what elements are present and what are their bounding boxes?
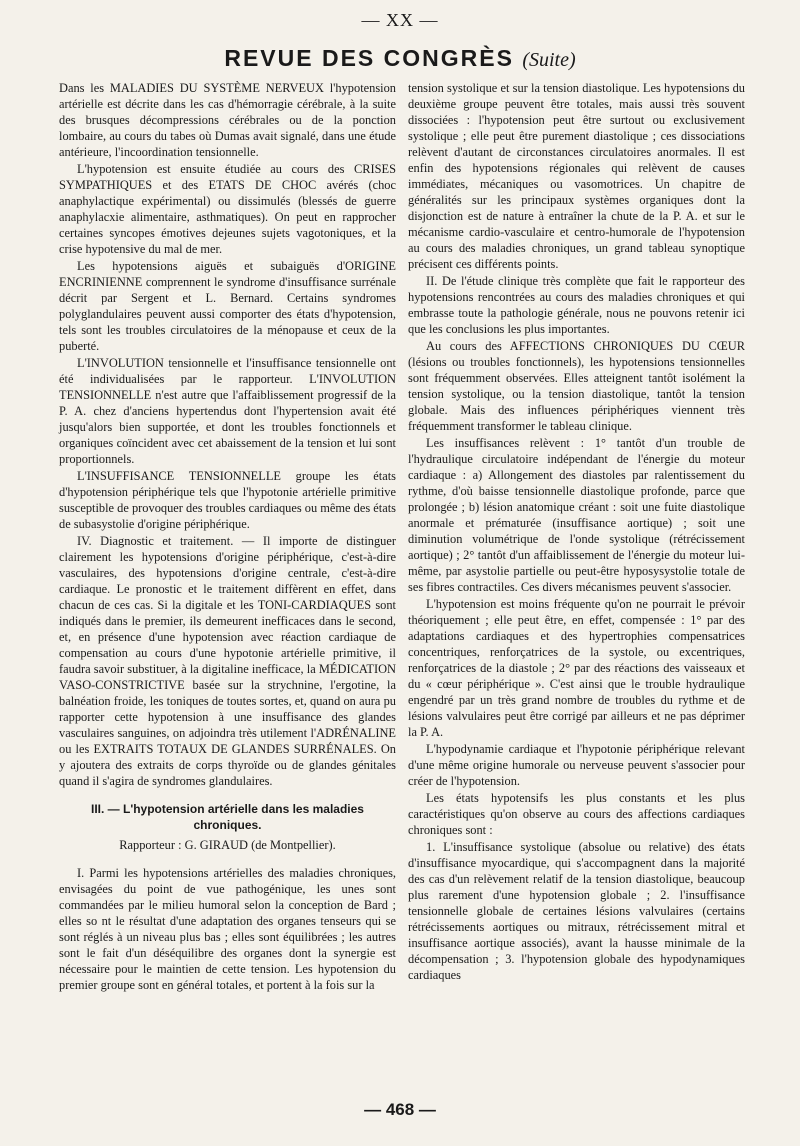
- title-text: REVUE DES CONGRÈS: [224, 45, 514, 71]
- paragraph: L'hypotension est ensuite étudiée au cours des CRISES SYMPATHIQUES et des ETATS DE CHOC avérés (choc anaphylactique expérimental) ou dissimulés (blessés de guerre anaphylacxie alimentaire, asthmatiques). On peut en rapprocher certaines syncopes émotives dejeunes sujets vagotoniques, et la crise hypotensive du mal de mer.: [59, 162, 396, 256]
- paragraph: I. Parmi les hypotensions artérielles des maladies chroniques, envisagées du point de vue pathogénique, les unes sont commandées par le milieu humoral selon la conception de Bard ; elles so nt le résultat d'une adaptation des organes tenseurs qui se sont réglés à un niveau plus bas ; elles sont équilibrées ; les autres sont le fait d'un déséquilibre des organes dont la synergie est nécessaire pour le maintien de cette tension. Les hypotension du premier groupe sont en général totales, et portent à la fois sur la: [59, 866, 396, 992]
- paragraph: Dans les MALADIES DU SYSTÈME NERVEUX l'hypotension artérielle est décrite dans les cas d'hémorragie cérébrale, à la suite des brusques décompressions cérébrales ou de la ponction lombaire, au cours du tabes où Dumas avait signalé, dans une étude antérieure, l'incoordination tensionnelle.: [59, 81, 396, 159]
- paragraph: II. De l'étude clinique très complète que fait le rapporteur des hypotensions rencontrées au cours des maladies chroniques et qui embrasse toute la pathologie générale, nous ne pouvons retenir ici que les conclusions les plus importantes.: [408, 274, 745, 336]
- paragraph: Les hypotensions aiguës et subaiguës d'ORIGINE ENCRINIENNE comprennent le syndrome d'insuffisance surrénale décrit par Sergent et L. Bernard. Certains syndromes polyglandulaires peuvent aussi comporter des états d'hypotension, tels sont les troubles circulatoires de la ménopause et ceux de la puberté.: [59, 259, 396, 353]
- paragraph: L'INSUFFISANCE TENSIONNELLE groupe les états d'hypotension périphérique tels que l'hypotonie artérielle primitive susceptible de provoquer des troubles cardiaques ou même des états de subasystolie d'origine périphérique.: [59, 469, 396, 531]
- paragraph: Au cours des AFFECTIONS CHRONIQUES DU CŒUR (lésions ou troubles fonctionnels), les hypotensions tensionnelles sont fréquemment observées. Elles atteignent tantôt isolément la tension systolique, ou la tension diastolique, tantôt la tension globale. Mais des influences périphériques viennent très fréquemment transformer le tableau clinique.: [408, 339, 745, 433]
- paragraph: L'INVOLUTION tensionnelle et l'insuffisance tensionnelle ont été individualisées par le rapporteur. L'INVOLUTION TENSIONNELLE n'est autre que l'affaiblissement progressif de la P. A. chez d'anciens hypertendus dont l'hypertension avait été jusqu'alors bien supportée, et dont les troubles fonctionnels et organiques coïncident avec cet abaissement de la tension et lui sont proportionnels.: [59, 356, 396, 466]
- page-number: — 468 —: [364, 1100, 436, 1119]
- right-column: [408, 80, 745, 984]
- paragraph: L'hypodynamie cardiaque et l'hypotonie périphérique relevant d'une même origine humorale ou nerveuse peuvent s'associer pour créer de l'hypotension.: [408, 742, 745, 788]
- paragraph: Les insuffisances relèvent : 1° tantôt d'un trouble de l'hydraulique circulatoire indépendant de l'énergie du moteur cardiaque : a) Allongement des diastoles par ralentissement du rythme, d'où baisse tensionnelle diastolique profonde, parce que prolongée ; b) lésion anatomique créant : soit une fuite diastolique anormale et prématurée (insuffisance aortique) ; soit une diminution volumétrique de l'onde systolique (rétrécissement aortique) ; 2° tantôt d'un affaiblissement de l'énergie du moteur lui-même, par asystolie partielle ou peut-être hyposysystolie totale de ses fibres contractiles. Ces divers mécanismes peuvent s'associer.: [408, 436, 745, 594]
- paragraph: 1. L'insuffisance systolique (absolue ou relative) des états d'insuffisance myocardique, qui s'accompagnent dans la majorité des cas d'un relèvement relatif de la tension diastolique, beaucoup plus rarement d'une hypotension globale ; 2. l'insuffisance tensionnelle globale de certaines lésions valvulaires (certains rétrécissements aortiques ou mitraux, rétrécissement mitral et insuffisance aortique associés), avant la hausse minimale de la décompensation ; 3. l'hypotension globale des hypodynamiques cardiaques: [408, 840, 745, 982]
- rapporteur-line: Rapporteur : G. GIRAUD (de Montpellier).: [119, 838, 336, 852]
- section-heading: III. — L'hypotension artérielle dans les maladies chroniques.: [91, 802, 364, 832]
- paragraph: IV. Diagnostic et traitement. — Il importe de distinguer clairement les hypotensions d'origine périphérique, c'est-à-dire vasculaires, des hypotensions d'origine centrale, c'est-à-dire cardiaque. Le pronostic et le traitement diffèrent en effet, dans chacun de ces cas. Si la digitale et les TONI-CARDIAQUES sont indiqués dans le premier, ils demeurent inefficaces dans le second, et, en présence d'une hypotension avec réaction cardiaque de compensation au cours d'une hypotonie artérielle primitive, il faudra savoir substituer, à la digitaline inefficace, la MÉDICATION VASO-CONSTRICTIVE basée sur la strychnine, l'ergotine, la balnéation froide, les toniques de toutes sortes, et, quand on aura pu rapporter cette hypotension à une insuffisance des glandes vasculaires sanguines, on adjoindra très utilement l'ADRÉNALINE ou les EXTRAITS TOTAUX DE GLANDES SURRÉNALES. On y ajoutera des extraits de corps thyroïde ou de glandes génitales quand il s'agira de syndromes glandulaires.: [59, 534, 396, 788]
- left-column: [59, 80, 396, 994]
- paragraph: tension systolique et sur la tension diastolique. Les hypotensions du deuxième groupe peuvent être totales, mais aussi très souvent dissociées : l'hypotension peut être surtout ou exclusivement systolique ; elle peut être purement diastolique ; ces dissociations relèvent d'autant de circonstances circulatoires anormales. Il est enfin des hypotensions régionales qui relèvent de causes immédiates, mécaniques ou vasomotrices. Un chapitre de généralités sur les principaux systèmes organiques dont la disjonction est de nature à entraîner la chute de la P. A. et sur le mécanisme cardio-vasculaire et centro-humorale de l'hypotension au cours des maladies chroniques, un grand tableau synoptique précisent ces différents points.: [408, 81, 745, 271]
- title-suffix: (Suite): [522, 49, 576, 71]
- paragraph: L'hypotension est moins fréquente qu'on ne pourrait le prévoir théoriquement ; elle peut être, en effet, compensée : 1° par des adaptations cardiaques et des hypertrophies compensatrices concentriques, renforçatrices de la systole, ou excentriques, renforçatrices de la diastole ; 2° par des réactions des vaisseaux et du « cœur périphérique ». C'est ainsi que le trouble hydraulique engendré par un très grand nombre de troubles du rythme et de lésions valvulaires peut être corrigé par ailleurs et ne pas déprimer la P. A.: [408, 597, 745, 739]
- page-title: [0, 45, 800, 73]
- page-roman-numeral: — XX —: [361, 10, 439, 30]
- paragraph: Les états hypotensifs les plus constants et les plus caractéristiques qu'on observe au cours des affections cardiaques chroniques sont :: [408, 791, 745, 837]
